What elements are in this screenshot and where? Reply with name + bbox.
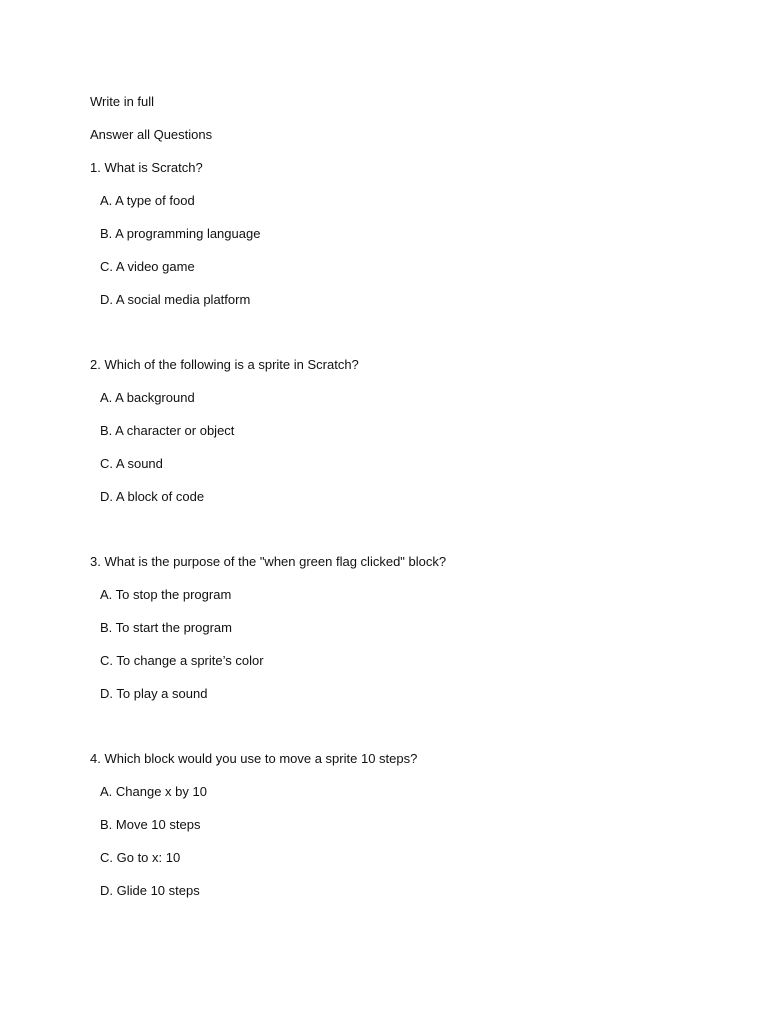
option-d: D. To play a sound (100, 686, 208, 701)
option-a: A. A background (100, 390, 195, 405)
option-a: A. Change x by 10 (100, 784, 207, 799)
instruction-write-in-full: Write in full (90, 94, 155, 109)
option-a: A. A type of food (100, 193, 195, 208)
option-d: D. Glide 10 steps (100, 883, 200, 898)
option-d: D. A social media platform (100, 292, 251, 307)
instruction-answer-all: Answer all Questions (90, 127, 213, 142)
question-1 (90, 159, 690, 324)
option-c: C. To change a sprite’s color (100, 653, 264, 668)
question-2 (90, 356, 690, 521)
question-4 (90, 750, 690, 915)
option-b: B. A programming language (100, 226, 261, 241)
document-page (90, 93, 690, 915)
question-text: 2. Which of the following is a sprite in Scratch? (90, 357, 359, 372)
question-3 (90, 553, 690, 718)
question-text: 4. Which block would you use to move a sprite 10 steps? (90, 751, 418, 766)
option-b: B. A character or object (100, 423, 235, 438)
option-a: A. To stop the program (100, 587, 232, 602)
option-d: D. A block of code (100, 489, 205, 504)
option-b: B. Move 10 steps (100, 817, 201, 832)
option-c: C. A video game (100, 259, 195, 274)
question-text: 3. What is the purpose of the "when green flag clicked" block? (90, 554, 447, 569)
option-c: C. A sound (100, 456, 163, 471)
option-c: C. Go to x: 10 (100, 850, 181, 865)
option-b: B. To start the program (100, 620, 232, 635)
question-text: 1. What is Scratch? (90, 160, 203, 175)
